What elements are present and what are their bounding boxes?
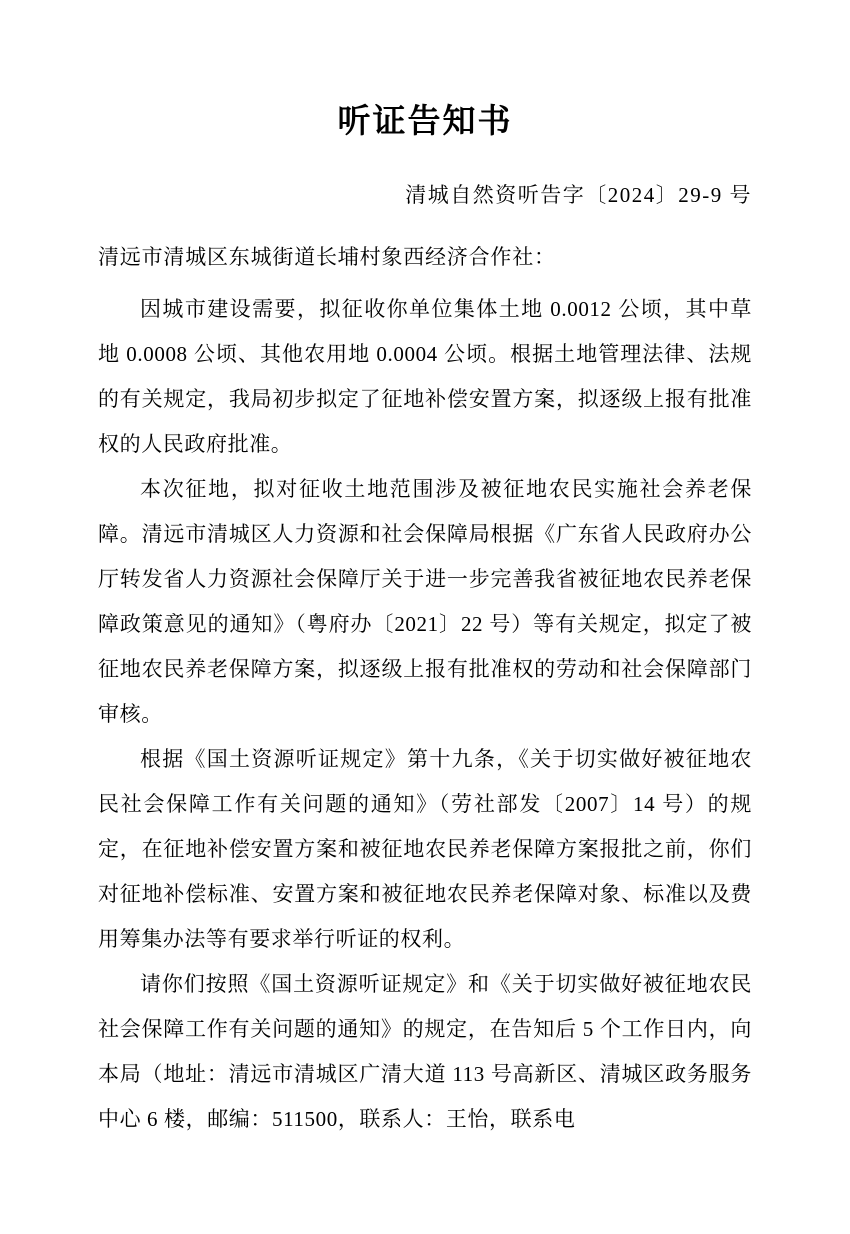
document-body — [98, 268, 752, 1142]
body-paragraph-4: 请你们按照《国土资源听证规定》和《关于切实做好被征地农民社会保障工作有关问题的通知》的规定，在告知后 5 个工作日内，向本局（地址：清远市清城区广清大道 113 号高新区、清城区政务服务中心 6 楼，邮编：511500，联系人：王怡，联系电 — [98, 972, 752, 1131]
document-content-column — [98, 0, 752, 1142]
document-serial-number: 清城自然资听告字〔2024〕29-9 号 — [405, 183, 752, 207]
page-title: 听证告知书 — [337, 101, 513, 140]
body-paragraph-2: 本次征地，拟对征收土地范围涉及被征地农民实施社会养老保障。清远市清城区人力资源和社会保障局根据《广东省人民政府办公厅转发省人力资源社会保障厅关于进一步完善我省被征地农民养老保障政策意见的通知》（粤府办〔2021〕22 号）等有关规定，拟定了被征地农民养老保障方案，拟逐级上报有批准权的劳动和社会保障部门审核。 — [98, 477, 752, 726]
body-paragraph-1: 因城市建设需要，拟征收你单位集体土地 0.0012 公顷，其中草地 0.0008 公顷、其他农用地 0.0004 公顷。根据土地管理法律、法规的有关规定，我局初步拟定了征地补偿安置方案，拟逐级上报有批准权的人民政府批准。 — [98, 297, 752, 456]
body-paragraph-3: 根据《国土资源听证规定》第十九条，《关于切实做好被征地农民社会保障工作有关问题的通知》（劳社部发〔2007〕14 号）的规定，在征地补偿安置方案和被征地农民养老保障方案报批之前，你们对征地补偿标准、安置方案和被征地农民养老保障对象、标准以及费用筹集办法等有要求举行听证的权利。 — [98, 747, 752, 951]
addressee-line: 清远市清城区东城街道长埔村象西经济合作社： — [98, 245, 556, 269]
